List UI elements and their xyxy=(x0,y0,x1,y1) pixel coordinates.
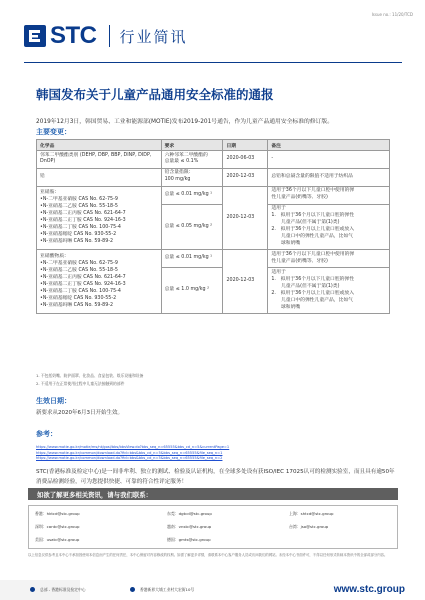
about-paragraph: STC(香港标准及检定中心)是一间非牟利、独立的测试、检验及认证机构，在全球多处设有获ISO/IEC 17025认可的检测实验室，而且具有逾50年消费品检测经验，可为您提供快捷、可靠的符合性评定服务！ xyxy=(36,469,395,485)
changes-table xyxy=(36,139,390,314)
contact-email[interactable]: 上海：shtcd@stc.group xyxy=(289,511,334,516)
chem-cell: 铅 xyxy=(37,168,162,186)
remark-cell: 适用于36个月以下儿童口腔中使用的弹 性儿童产品(奶嘴等、牙胶) xyxy=(268,186,390,204)
header xyxy=(24,22,188,50)
location-dot-icon xyxy=(130,587,135,592)
references-heading: 参考： xyxy=(36,430,57,438)
column-header: 化学品 xyxy=(37,140,162,151)
column-header: 备注 xyxy=(268,140,390,151)
column-header: 日期 xyxy=(223,140,268,151)
footer-address: 香港新界大埔工业村大宏街10号 xyxy=(140,587,195,592)
reference-link[interactable]: https://www.motie.go.kr/motie/ms/nt/gosi/bbs/bbsView.do?bbs_seq_n=65555&bbs_cd_n=5&currentPage=1 xyxy=(36,445,230,449)
date-cell: 2020-12-03 xyxy=(223,250,268,314)
remark-cell: 适用于 1. 拟用于36个月以下儿童口腔的弹性 儿童产品(但不属于第(1)类) 2. 拟用于36个月以上儿童口腔或放入 儿童口中的弹性儿童产品，比如气 球和奶嘴 xyxy=(268,268,390,314)
intro-paragraph: 2019年12月3日，韩国贸易、工业和能源部(MOTIE)发布2019-201号通告，作为儿童产品通用安全标准的修订版。 xyxy=(36,119,334,125)
date-cell: 2020-12-03 xyxy=(223,168,268,186)
table-row xyxy=(37,186,390,204)
reference-link[interactable]: https://www.motie.go.kr/common/download.do?fid=bbs&bbs_cd_n=5&bbs_seq_n=65555&file_seq_n=1 xyxy=(36,450,223,455)
header-divider xyxy=(109,25,110,47)
logo-text: STC xyxy=(50,22,97,49)
table-header-row xyxy=(37,140,390,151)
chem-cell: 亚硝胺： •N-二甲基亚硝胺 CAS No. 62-75-9 •N-亚硝基二乙胺 CAS No. 55-18-5 •N-亚硝基二正丙胺 CAS No. 621-64-7 •N-亚硝基二正丁胺 CAS No. 924-16-3 •N-亚硝基二丁胺 CAS No. 100-75-4 •N-亚硝基哌啶 CAS No. 930-55-2 •N-亚硝基吗啉 CAS No. 59-89-2 xyxy=(37,186,162,250)
contact-email[interactable]: 东莞：dgtcd@stc.group xyxy=(167,511,212,516)
location-dot-icon xyxy=(30,587,35,592)
contact-email[interactable]: 台湾：jso@stc.group xyxy=(289,524,329,529)
footer-url[interactable]: www.stc.group xyxy=(333,584,405,595)
req-cell: 总量 ≤ 0.05 mg/kg ² xyxy=(161,204,223,250)
contact-banner xyxy=(28,488,398,500)
table-row xyxy=(37,250,390,268)
effective-heading: 生效日期： xyxy=(36,397,71,405)
date-cell: 2020-12-03 xyxy=(223,186,268,250)
header-title: 行业简讯 xyxy=(119,27,188,46)
changes-heading: 主要变更： xyxy=(36,128,71,136)
remark-cell: 总铅和总镉含量的限值不适用于纺织品 xyxy=(268,168,390,186)
contact-email[interactable]: 越南：vnstc@stc.group xyxy=(167,524,212,529)
note: 2. 不适用于在正常使用过程中儿童无法接触到的部件 xyxy=(36,380,125,386)
table-row xyxy=(37,151,390,169)
remark-cell: 适用于36个月以下儿童口腔中使用的弹 性儿童产品(奶嘴等、牙胶) xyxy=(268,250,390,268)
req-cell: 总量 ≤ 0.01 mg/kg ¹ xyxy=(161,250,223,268)
chem-cell: 邻苯二甲酸酯类别 (DEHP, DBP, BBP, DINP, DIDP, DnOP) xyxy=(37,151,162,169)
date-cell: 2020-06-03 xyxy=(223,151,268,169)
contact-email[interactable]: 深圳：cantc@stc.group xyxy=(35,524,80,529)
req-cell: 铅含量指限： 100 mg/kg xyxy=(161,168,223,186)
footer xyxy=(0,580,425,600)
disclaimer: 以上信息仅供参考且本中心不承担因使用本信息而产生的任何责任，本中心保留对内容修改的权利。如需了解更多详情，请联系本中心客户服务人员或访问我们的网站。未经本中心书面许可，不得以任何形式转载本资讯中的全部或部分内容。 xyxy=(28,553,388,557)
footer-hq: 总部 - 香港标准及检定中心 xyxy=(40,587,86,592)
table-row xyxy=(37,168,390,186)
req-cell: 六种邻苯二甲酸酯的 总量最 ≤ 0.1% xyxy=(161,151,223,169)
stc-logo-icon xyxy=(24,25,46,47)
issue-number: Issue no.: 11/20/TCD xyxy=(371,12,413,17)
contact-email[interactable]: 德国：gmts@stc.group xyxy=(167,537,211,542)
header-rule xyxy=(24,62,402,63)
column-header: 要求 xyxy=(161,140,223,151)
contact-box xyxy=(28,505,398,549)
remark-cell: - xyxy=(268,151,390,169)
contact-banner-text: 如欲了解更多相关资讯，请与我们联系： xyxy=(37,491,153,499)
contact-email[interactable]: 香港：hktcd@stc.group xyxy=(35,511,80,516)
req-cell: 总量 ≤ 0.01 mg/kg ¹ xyxy=(161,186,223,204)
note: 1. 不包括奶嘴、防护面罩、化妆品、食品包装、娱乐设施和设备 xyxy=(36,373,144,378)
effective-text: 新要求从2020年6月3日开始生效。 xyxy=(36,410,123,416)
req-cell: 总量 ≤ 1.0 mg/kg ² xyxy=(161,268,223,314)
page-title: 韩国发布关于儿童产品通用安全标准的通报 xyxy=(36,87,274,102)
chem-cell: 亚硝酸物质： •N-二甲基亚硝胺 CAS No. 62-75-9 •N-亚硝基二乙胺 CAS No. 55-18-5 •N-亚硝基二正丙胺 CAS No. 621-64-7 •N-亚硝基二正丁胺 CAS No. 924-16-3 •N-亚硝基二丁胺 CAS No. 100-75-4 •N-亚硝基哌啶 CAS No. 930-55-2 •N-亚硝基吗啉 CAS No. 59-89-2 xyxy=(37,250,162,314)
reference-link[interactable]: https://www.motie.go.kr/common/download.do?fid=bbs&bbs_cd_n=5&bbs_seq_n=65555&file_seq_n=2 xyxy=(36,456,223,461)
contact-email[interactable]: 美国：usatc@stc.group xyxy=(35,537,80,542)
remark-cell: 适用于 1. 拟用于36个月以下儿童口腔的弹性 儿童产品(但不属于第(1)类) 2. 拟用于36个月以上儿童口腔或放入 儿童口中的弹性儿童产品，比如气 球和奶嘴 xyxy=(268,204,390,250)
reference-links xyxy=(36,445,229,462)
table-notes xyxy=(36,372,143,387)
